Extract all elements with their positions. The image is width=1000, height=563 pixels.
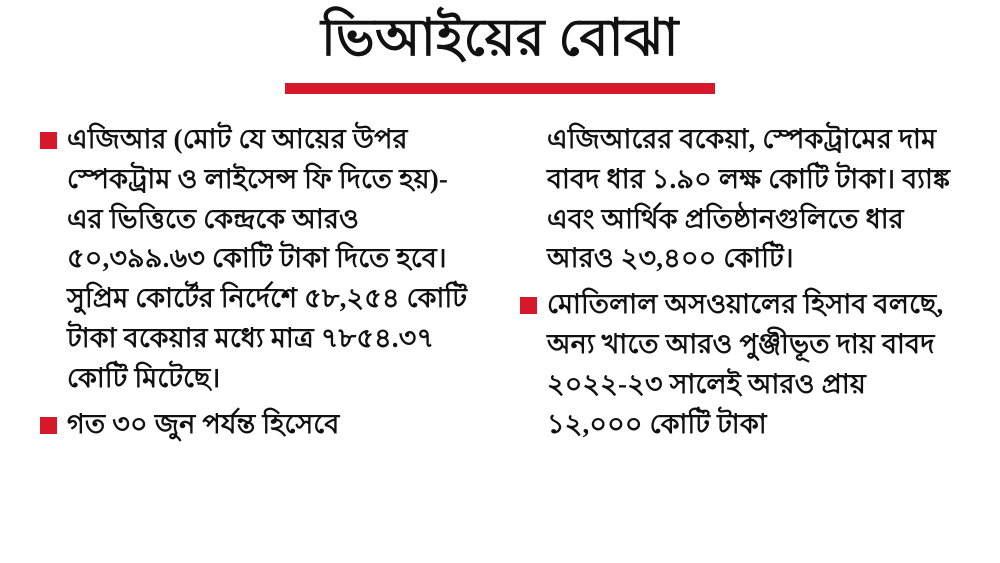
- two-column-body: [0, 94, 1000, 452]
- list-item-text: মোতিলাল অসওয়ালের হিসাব বলছে, অন্য খাতে আরও পুঞ্জীভূত দায় বাবদ ২০২২-২৩ সালেই আরও প্রায় ১২,০০০ কোটি টাকা: [547, 289, 944, 440]
- list-item: [520, 285, 960, 445]
- list-item-text: এজিআর (মোট যে আয়ের উপর স্পেকট্রাম ও লাইসেন্স ফি দিতে হয়)-এর ভিত্তিতে কেন্দ্রকে আরও ৫০,৩৯৯.৬৩ কোটি টাকা দিতে হবে। সুপ্রিম কোর্টের নির্দেশে ৫৮,২৫৪ কোটি টাকা বকেয়ার মধ্যে মাত্র ৭৮৫৪.৩৭ কোটি মিটেছে।: [67, 123, 468, 394]
- page-title: ভিআইয়ের বোঝা: [320, 10, 679, 67]
- continued-paragraph: এজিআরের বকেয়া, স্পেকট্রামের দাম বাবদ ধার ১.৯০ লক্ষ কোটি টাকা। ব্যাঙ্ক এবং আর্থিক প্রতিষ্ঠানগুলিতে ধার আরও ২৩,৪০০ কোটি।: [547, 123, 951, 274]
- list-item: [40, 120, 480, 400]
- left-column: [40, 120, 480, 452]
- list-item: [40, 405, 480, 445]
- headline-underline-rule: [285, 83, 715, 94]
- right-column: [520, 120, 960, 452]
- square-bullet-icon: [40, 417, 57, 434]
- list-item-text: গত ৩০ জুন পর্যন্ত হিসেবে: [67, 409, 340, 440]
- square-bullet-icon: [40, 132, 57, 149]
- square-bullet-icon: [520, 297, 537, 314]
